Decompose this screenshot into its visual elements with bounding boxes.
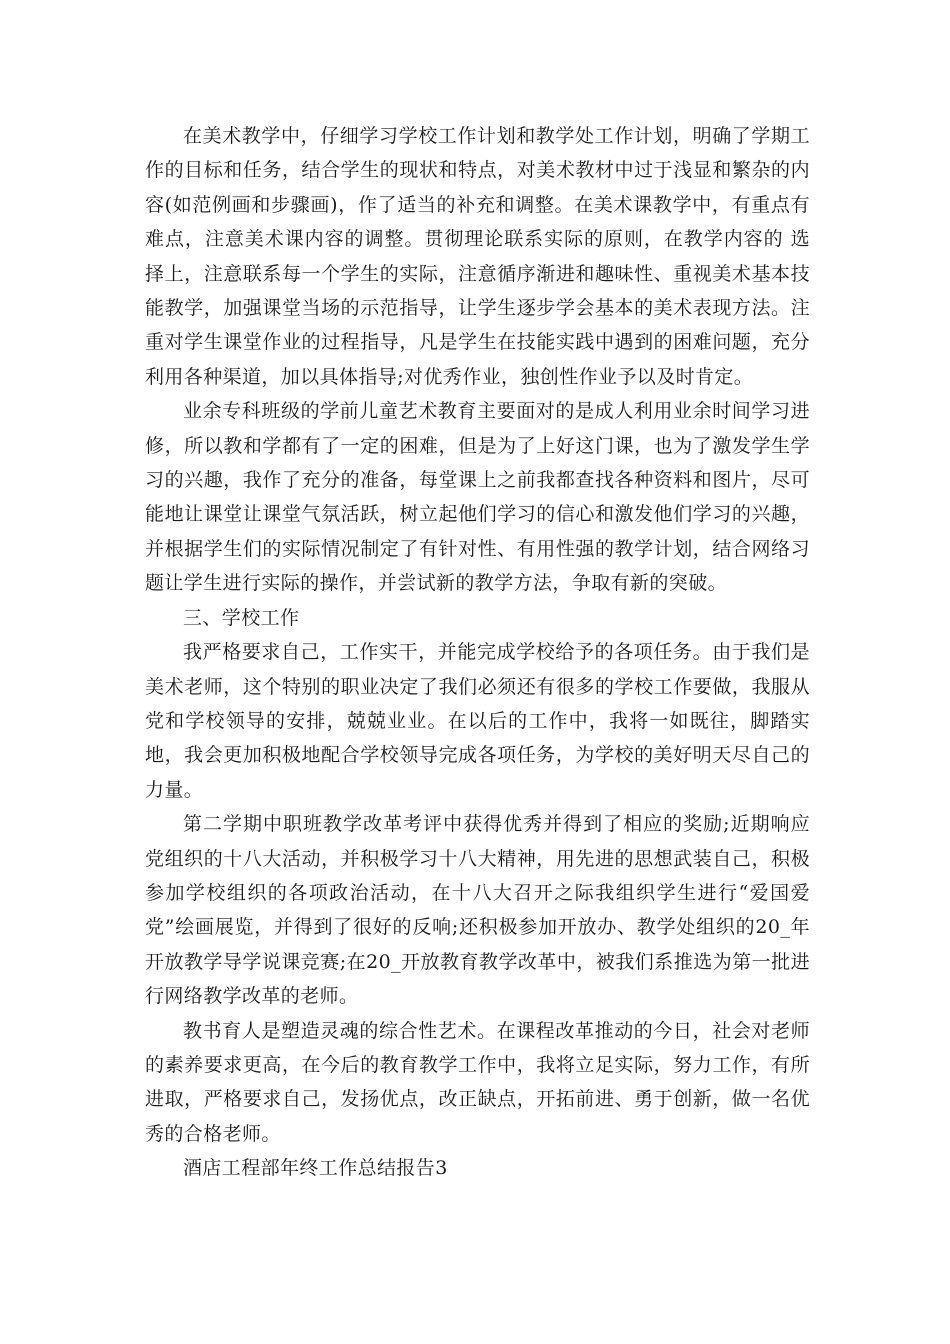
paragraph-conclusion: 教书育人是塑造灵魂的综合性艺术。在课程改革推动的今日，社会对老师的素养要求更高，在今后的教育教学工作中，我将立足实际，努力工作，有所进取，严格要求自己，发扬优点，改正缺点，开拓前进、勇于创新，做一名优秀的合格老师。 (145, 1019, 810, 1145)
paragraph-evening-class: 业余专科班级的学前儿童艺术教育主要面对的是成人利用业余时间学习进修，所以教和学都有了一定的困难，但是为了上好这门课，也为了激发学生学习的兴趣，我作了充分的准备，每堂课上之前我都查找各种资料和图片，尽可能地让课堂让课堂气氛活跃，树立起他们学习的信心和激发他们学习的兴趣，并根据学生们的实际情况制定了有针对性、有用性强的教学计划，结合网络习题让学生进行实际的操作，并尝试新的教学方法，争取有新的突破。 (145, 400, 810, 595)
document-body (145, 119, 810, 1186)
next-report-title: 酒店工程部年终工作总结报告3 (183, 1157, 448, 1180)
paragraph-art-teaching: 在美术教学中，仔细学习学校工作计划和教学处工作计划，明确了学期工作的目标和任务，结合学生的现状和特点，对美术教材中过于浅显和繁杂的内容(如范例画和步骤画)，作了适当的补充和调整。在美术课教学中，有重点有难点，注意美术课内容的调整。贯彻理论联系实际的原则，在教学内容的 选择上，注意联系每一个学生的实际，注意循序渐进和趣味性、重视美术基本技能教学，加强课堂当场的示范指导，让学生逐步学会基本的美术表现方法。注重对学生课堂作业的过程指导，凡是学生在技能实践中遇到的困难问题，充分利用各种渠道，加以具体指导;对优秀作业，独创性作业予以及时肯定。 (145, 125, 810, 388)
section-heading-school-work: 三、学校工作 (183, 606, 300, 629)
paragraph-achievements: 第二学期中职班教学改革考评中获得优秀并得到了相应的奖励;近期响应党组织的十八大活动，并积极学习十八大精神，用先进的思想武装自己，积极参加学校组织的各项政治活动，在十八大召开之际我组织学生进行“爱国爱党”绘画展览，并得到了很好的反响;还积极参加开放办、教学处组织的20_年开放教学导学说课竞赛;在20_开放教育教学改革中，被我们系推选为第一批进行网络教学改革的老师。 (145, 813, 810, 1008)
paragraph-school-tasks: 我严格要求自己，工作实干，并能完成学校给予的各项任务。由于我们是美术老师，这个特别的职业决定了我们必须还有很多的学校工作要做，我服从党和学校领导的安排，兢兢业业。在以后的工作中，我将一如既往，脚踏实地，我会更加积极地配合学校领导完成各项任务，为学校的美好明天尽自己的力量。 (145, 641, 810, 801)
